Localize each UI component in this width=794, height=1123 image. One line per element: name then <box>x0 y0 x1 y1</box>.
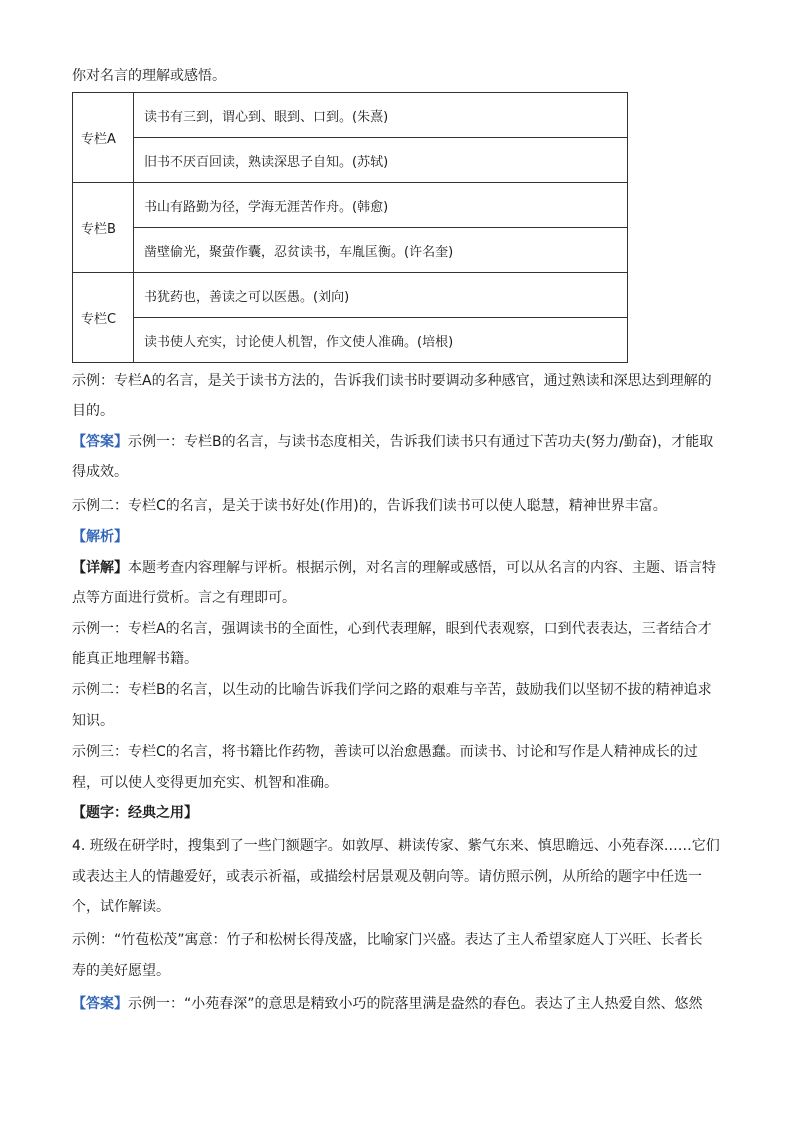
table-row <box>73 183 628 228</box>
quote-cell: 凿壁偷光，聚萤作囊，忍贫读书，车胤匡衡。(许名奎) <box>134 228 628 273</box>
example-line: 目的。 <box>72 403 114 419</box>
quote-cell: 书犹药也，善读之可以医愚。(刘向) <box>134 273 628 318</box>
detail-line: 程，可以使人变得更加充实、机智和准确。 <box>72 775 338 791</box>
question-line: 或表达主人的情趣爱好，或表示祈福，或描绘村居景观及朝向等。请仿照示例，从所给的题字中任选一 <box>72 869 702 885</box>
detail-tag: 【详解】 <box>72 560 128 576</box>
detail-line: 点等方面进行赏析。言之有理即可。 <box>72 590 296 606</box>
answer-line: 得成效。 <box>72 464 128 480</box>
intro-text: 你对名言的理解或感悟。 <box>72 68 226 84</box>
question-line: 4. 班级在研学时，搜集到了一些门额题字。如敦厚、耕读传家、紫气东来、慎思瞻远、小苑春深……它们 <box>72 838 720 854</box>
detail-line: 示例一：专栏A的名言，强调读书的全面性，心到代表理解，眼到代表观察，口到代表表达，三者结合才 <box>72 621 712 637</box>
table-row <box>73 138 628 183</box>
quote-cell: 书山有路勤为径，学海无涯苦作舟。(韩愈) <box>134 183 628 228</box>
answer2-text: 示例一：“小苑春深”的意思是精致小巧的院落里满是盎然的春色。表达了主人热爱自然、悠然 <box>128 996 703 1012</box>
question-example-line: 示例：“竹苞松茂”寓意：竹子和松树长得茂盛，比喻家门兴盛。表达了主人希望家庭人丁兴旺、长者长 <box>72 932 703 948</box>
detail-line: 示例三：专栏C的名言，将书籍比作药物，善读可以治愈愚蠢。而读书、讨论和写作是人精神成长的过 <box>72 744 698 760</box>
quote-cell: 读书有三到，谓心到、眼到、口到。(朱熹) <box>134 93 628 138</box>
answer-line: 示例二：专栏C的名言，是关于读书好处(作用)的，告诉我们读书可以使人聪慧，精神世界丰富。 <box>72 498 667 514</box>
table-row <box>73 318 628 363</box>
detail-line: 示例二：专栏B的名言，以生动的比喻告诉我们学问之路的艰难与辛苦，鼓励我们以坚韧不拔的精神追求 <box>72 682 712 698</box>
detail-line: 知识。 <box>72 713 114 729</box>
example-line: 示例：专栏A的名言，是关于读书方法的，告诉我们读书时要调动多种感官，通过熟读和深思达到理解的 <box>72 373 712 389</box>
table-row <box>73 228 628 273</box>
column-label-b: 专栏B <box>73 183 134 273</box>
analysis-tag: 【解析】 <box>72 529 128 545</box>
quotes-table <box>72 92 628 363</box>
answer2-tag: 【答案】 <box>72 996 128 1012</box>
answer2-line <box>72 994 703 1014</box>
detail-text: 本题考查内容理解与评析。根据示例，对名言的理解或感悟，可以从名言的内容、主题、语言特 <box>128 560 716 576</box>
answer-line <box>72 432 713 452</box>
table-row <box>73 273 628 318</box>
table-row <box>73 93 628 138</box>
section-title: 【题字：经典之用】 <box>72 805 198 821</box>
question-example-line: 寿的美好愿望。 <box>72 963 170 979</box>
question-line: 个，试作解读。 <box>72 899 170 915</box>
analysis-tag-line <box>72 527 128 547</box>
answer-tag: 【答案】 <box>72 434 128 450</box>
detail-line: 能真正地理解书籍。 <box>72 651 198 667</box>
column-label-a: 专栏A <box>73 93 134 183</box>
quote-cell: 旧书不厌百回读，熟读深思子自知。(苏轼) <box>134 138 628 183</box>
column-label-c: 专栏C <box>73 273 134 363</box>
quote-cell: 读书使人充实，讨论使人机智，作文使人准确。(培根) <box>134 318 628 363</box>
detail-line <box>72 558 716 578</box>
answer-text: 示例一：专栏B的名言，与读书态度相关，告诉我们读书只有通过下苦功夫(努力/勤奋)，才能取 <box>128 434 714 450</box>
